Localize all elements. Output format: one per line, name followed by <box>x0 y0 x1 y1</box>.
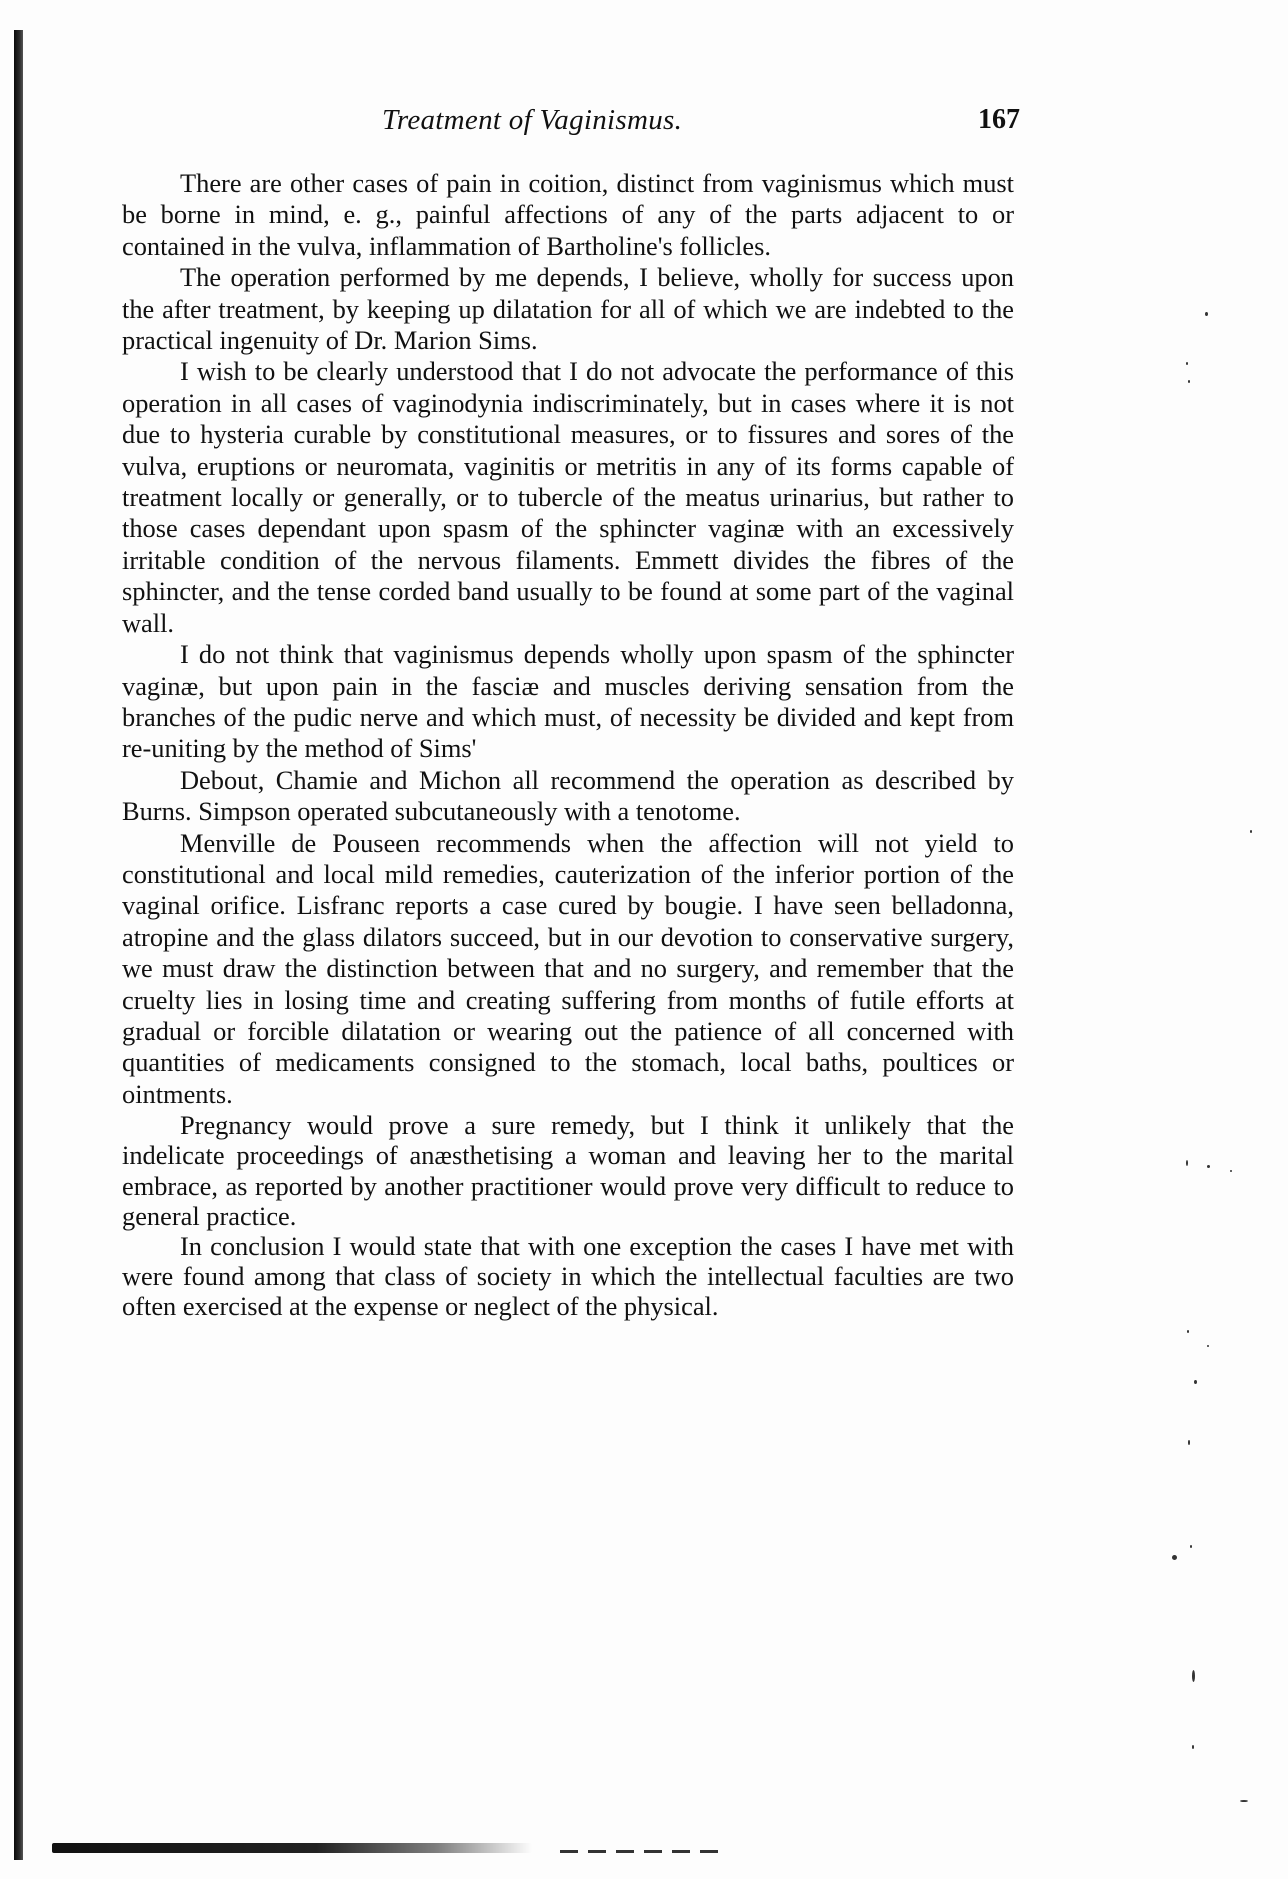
scan-speck <box>1194 1380 1197 1384</box>
scan-speck <box>1188 380 1190 383</box>
running-header <box>120 104 1020 144</box>
scan-speck <box>1192 1745 1194 1749</box>
scan-speck <box>1186 1160 1188 1166</box>
scan-speck <box>1250 830 1252 833</box>
bottom-edge-mark <box>560 1850 720 1853</box>
paragraph: Menville de Pouseen recommends when the affection will not yield to constitutional and local mild remedies, cauterization of the inferior portion of the vaginal orifice. Lisfranc reports a case cured by bougie. I have seen belladonna, atropine and the glass dilators succeed, but in our devotion to conservative surgery, we must draw the distinction between that and no surgery, and remember that the cruelty lies in losing time and creating suffering from months of futile efforts at gradual or forcible dilatation or wearing out the patience of all concerned with quantities of medicaments consigned to the stomach, local baths, poultices or ointments. <box>122 827 1014 1109</box>
binding-edge <box>14 30 23 1860</box>
running-title: Treatment of Vaginismus. <box>382 104 683 136</box>
paragraph: In conclusion I would state that with one exception the cases I have met with were found among that class of society in which the intellectual faculties are two often exercised at the expense or neglect of the physical. <box>122 1231 1014 1322</box>
scan-speck <box>1230 1170 1232 1172</box>
paragraph: The operation performed by me depends, I believe, wholly for success upon the after treatment, by keeping up dilatation for all of which we are indebted to the practical ingenuity of Dr. Marion Sims. <box>122 262 1014 356</box>
scan-speck <box>1172 1555 1177 1560</box>
paragraph: I do not think that vaginismus depends wholly upon spasm of the sphincter vaginæ, but upon pain in the fasciæ and muscles deriving sensation from the branches of the pudic nerve and which must, of necessity be divided and kept from re-uniting by the method of Sims' <box>122 639 1014 764</box>
body-text <box>122 168 1014 1322</box>
scan-speck <box>1190 1545 1192 1548</box>
scan-speck <box>1205 312 1208 316</box>
scan-speck <box>1240 1800 1248 1802</box>
page-number: 167 <box>978 104 1020 135</box>
scan-speck <box>1207 1165 1210 1168</box>
scan-speck <box>1207 1345 1209 1347</box>
scan-speck <box>1188 1440 1190 1445</box>
paragraph: Pregnancy would prove a sure remedy, but I think it unlikely that the indelicate proceedings of anæsthetising a woman and leaving her to the marital embrace, as reported by another practitioner would prove very difficult to reduce to general practice. <box>122 1110 1014 1231</box>
bottom-page-edge <box>52 1843 532 1853</box>
scan-speck <box>1186 362 1188 365</box>
scan-speck <box>1192 1670 1195 1682</box>
paragraph: There are other cases of pain in coition, distinct from vaginismus which must be borne in mind, e. g., painful affections of any of the parts adjacent to or contained in the vulva, inflammation of Bartholine's follicles. <box>122 168 1014 261</box>
scan-speck <box>1187 1330 1189 1333</box>
paragraph: Debout, Chamie and Michon all recommend the operation as described by Burns. Simpson operated subcutaneously with a tenotome. <box>122 764 1014 827</box>
paragraph: I wish to be clearly understood that I do not advocate the performance of this operation in all cases of vaginodynia indiscriminately, but in cases where it is not due to hysteria curable by constitutional measures, or to fissures and sores of the vulva, eruptions or neuromata, vaginitis or metritis in any of its forms capable of treatment locally or generally, or to tubercle of the meatus urinarius, but rather to those cases dependant upon spasm of the sphincter vaginæ with an excessively irritable condition of the nervous filaments. Emmett divides the fibres of the sphincter, and the tense corded band usually to be found at some part of the vaginal wall. <box>122 356 1014 638</box>
